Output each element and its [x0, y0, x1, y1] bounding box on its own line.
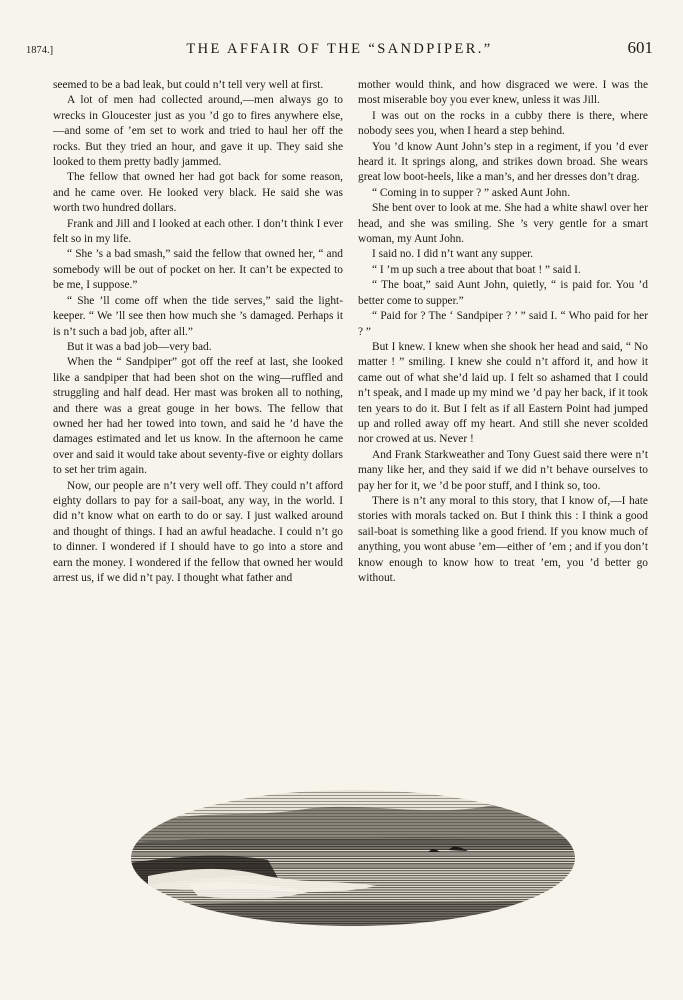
paragraph: seemed to be a bad leak, but could n’t tell very well at first.	[53, 79, 324, 91]
paragraph: You ’d know Aunt John’s step in a regiment, if you ’d ever heard it. It springs along, and strikes down broad. She wears great low boot-heels, like a man’s, and her dresses don’t drag.	[358, 140, 648, 184]
header-title: THE AFFAIR OF THE “SANDPIPER.”	[186, 41, 493, 57]
paragraph: “ Paid for ? The ‘ Sandpiper ? ’ ” said I. “ Who paid for her ? ”	[358, 310, 648, 338]
paragraph: I said no. I did n’t want any supper.	[372, 248, 534, 261]
paragraph: Now, our people are n’t very well off. They could n’t afford eighty dollars to pay for a sail-boat, any way, in the world. I did n’t know what on earth to do or say. I just walked around and thought of things. I had an awful headache. I could n’t go to dinner. I wondered if I should have to go into a store and earn the money. I wondered if the fellow that owned her would arrest us, if we did n’t pay. I thought what father and	[53, 479, 343, 584]
page-number: 601	[627, 38, 653, 57]
left-column	[53, 78, 343, 586]
right-column	[358, 78, 648, 586]
paragraph: “ Coming in to supper ? ” asked Aunt John.	[372, 186, 571, 199]
paragraph: “ She ’s a bad smash,” said the fellow that owned her, “ and somebody will be out of pocket on her. It can’t be expected to be me, I suppose.”	[53, 248, 343, 292]
paragraph: But it was a bad job—very bad.	[67, 340, 212, 353]
paragraph: There is n’t any moral to this story, that I know of,—I hate stories with morals tacked on. But I think this : I think a good sail-boat is something like a good friend. If you know much of anything, you wont abuse ’em—either of ’em ; and if you don’t know enough to know how to treat ’em, you ’d better go without.	[358, 494, 648, 584]
paragraph: And Frank Starkweather and Tony Guest said there were n’t many like her, and they said if we did n’t behave ourselves to pay her for it, we ’d be poor stuff, and I think so, too.	[358, 448, 648, 492]
seascape-engraving	[128, 788, 578, 928]
paragraph: She bent over to look at me. She had a white shawl over her head, and she was smiling. She ’s very gentle for a smart woman, my Aunt John.	[358, 202, 648, 246]
paragraph: I was out on the rocks in a cubby there is there, where nobody sees you, when I heard a step behind.	[358, 109, 648, 138]
header-year: 1874.]	[26, 45, 54, 56]
paragraph: Frank and Jill and I looked at each other. I don’t think I ever felt so in my life.	[53, 217, 343, 246]
paragraph: But I knew. I knew when she shook her head and said, “ No matter ! ” smiling. I knew she could n’t afford it, and how it came out of what she’d laid up. I felt so ashamed that I could n’t speak, and I made up my mind we ’d pay her back, if it took ten years to do it. But I felt as if all Eastern Point had jumped up and rolled away off my heart. And still she never scolded nor crowed at us. Never !	[358, 340, 648, 446]
paragraph: When the “ Sandpiper” got off the reef at last, she looked like a sandpiper that had been shot on the wing—ruffled and struggling and half dead. Her mast was broken all to nothing, and there was a great gouge in her bows. The fellow that owned her had her towed into town, and said he ’d have the damages estimated and let us know. In the afternoon he came over and said it would take about seventy-five or eighty dollars to set her trim again.	[53, 356, 343, 477]
paragraph: “ I ’m up such a tree about that boat ! ” said I.	[372, 263, 581, 276]
paragraph: “ She ’ll come off when the tide serves,” said the light-keeper. “ We ’ll see then how much she ’s damaged. Perhaps it is n’t such a bad job, after all.”	[53, 294, 343, 338]
running-header	[26, 38, 653, 58]
paragraph: The fellow that owned her had got back for some reason, and he came over. He looked very black. He said she was worth two hundred dollars.	[53, 171, 343, 215]
paragraph: A lot of men had collected around,—men always go to wrecks in Gloucester just as you ’d go to fires anywhere else,—and some of ’em set to work and tried to haul her off the rocks. But they tried an hour, and gave it up. They said she looked to them pretty badly jammed.	[53, 94, 343, 169]
paragraph: “ The boat,” said Aunt John, quietly, “ is paid for. You ’d better come to supper.”	[358, 279, 648, 307]
paragraph: mother would think, and how disgraced we were. I was the most miserable boy you ever knew, unless it was Jill.	[358, 79, 648, 107]
